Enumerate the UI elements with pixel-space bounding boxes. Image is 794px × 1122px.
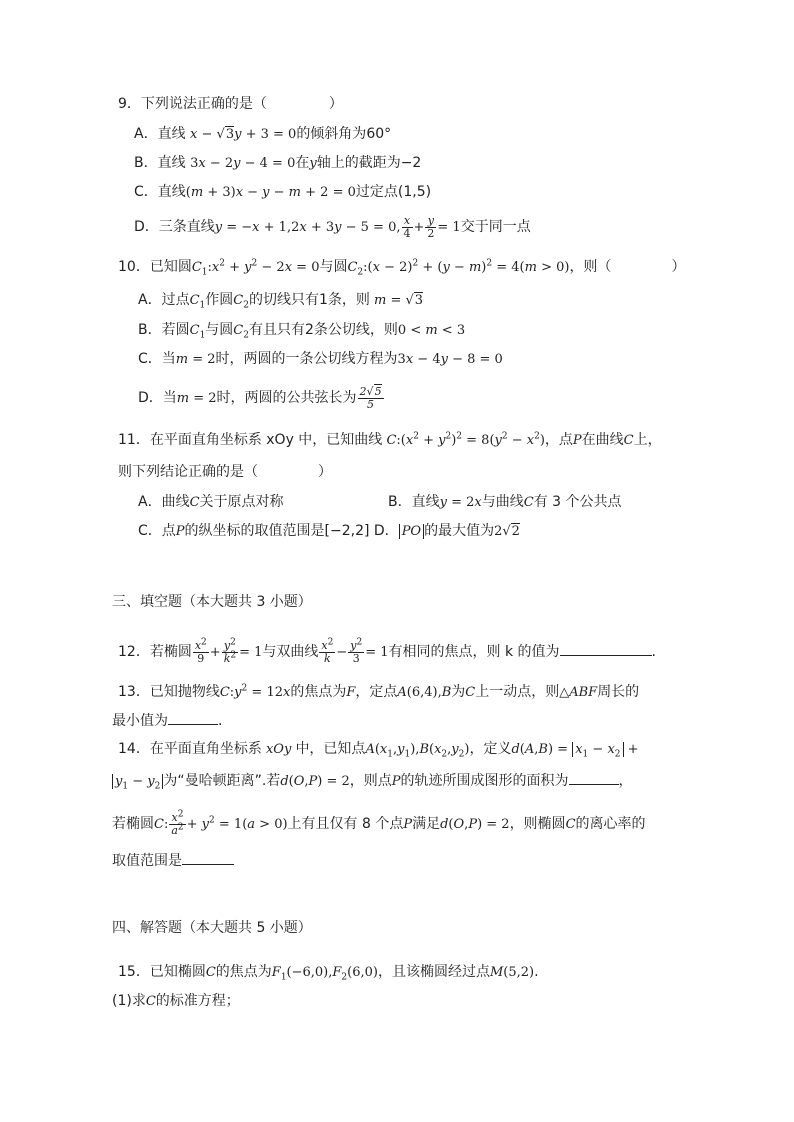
q9-c-math: (m + 3)x − y − m + 2 = 0	[185, 185, 356, 200]
q10-d-text: 时，两圆的公共弦长为	[216, 390, 357, 406]
q12-frac-x9: $\frac{x^2}{9}$	[194, 636, 207, 665]
q15-p1b: 的标准方程；	[155, 993, 240, 1009]
q10-tail: ，则（	[569, 259, 612, 275]
q14-line3: 若椭圆C: $\frac{x^2}{a^2}$ + $y^2 = 1(a > 0)$上有且仅有 8 个点P满足d(O,P) = 2，则椭圆C的离心率的	[112, 808, 646, 837]
q12-stem-text: 12．若椭圆	[118, 644, 192, 660]
q10-c2: $C_2:(x - 2)^2 + (y - m)^2 = 4(m > 0)$	[347, 258, 570, 278]
q9-b-text: 在	[295, 155, 310, 171]
q15-t1: 的焦点为	[215, 964, 272, 980]
q13-t1: 的焦点为	[290, 684, 347, 700]
q9-b-text2: 轴上的截距为	[316, 155, 401, 171]
q10-option-d: D．当m = 2时，两圆的公共弦长为 $\frac{2√5}{5}$	[138, 384, 382, 411]
q15-end: .	[534, 964, 539, 980]
q14-line1: 14．在平面直角坐标系 xOy 中，已知点$A(x_1,y_1),B(x_2,y_2)$，定义$d(A,B) = x_1 - x_2$ +	[118, 741, 639, 760]
q13-t5: 周长的	[597, 684, 640, 700]
q10-a-math: m = √3	[369, 293, 424, 308]
q11-option-a: A．曲线C关于原点对称	[138, 494, 284, 510]
q14-frac-xa: $\frac{x^2}{a^2}$	[171, 808, 184, 837]
q14-line2c: 的轨迹所围成图形的面积为	[400, 773, 569, 789]
q14-line2b: ，则点	[349, 773, 392, 789]
q14-stem-text: 14．在平面直角坐标系	[118, 741, 262, 757]
q9-d-math: y = −x + 1,2x + 3y − 5 = 0,	[214, 220, 401, 235]
section-4-title: 四、解答题（本大题共 5 小题）	[112, 920, 312, 936]
q14-line3d: ，则椭圆	[509, 816, 566, 832]
q10-c-text: 时，两圆的一条公切线方程为	[215, 351, 398, 367]
q13-end: .	[218, 713, 223, 729]
q15-p1a: (1)求	[112, 993, 146, 1009]
q9-b-label: B．直线	[134, 155, 186, 171]
q13-answer-blank[interactable]	[168, 710, 218, 725]
q10-c-label: C．当	[138, 351, 176, 367]
q15-t2: ，且该椭圆经过点	[377, 964, 490, 980]
q10-b-label: B．若圆	[138, 322, 190, 338]
q11-curve: $C:(x^2 + y^2)^2 = 8(y^2 - x^2)$	[382, 431, 545, 448]
q10-stem-text: 10．已知圆	[118, 259, 192, 275]
q12-frac-y3: $\frac{y^2}{3}$	[350, 636, 363, 665]
q9-c-point: (1,5)	[397, 184, 432, 200]
q10-a-text1: 作圆	[205, 292, 234, 308]
q14-t1: 中，已知点	[295, 741, 366, 757]
q11-a-label: A．曲线	[138, 494, 190, 510]
q11-b-text1: 与曲线	[481, 494, 524, 510]
q14-line4-text: 取值范围是	[112, 853, 182, 869]
q11-c-text: 的纵坐标的取值范围是	[184, 523, 325, 539]
q15-stem: 15．已知椭圆C的焦点为$F_1(-6,0),F_2(6,0)$，且该椭圆经过点M(5,2).	[118, 964, 539, 983]
q9-a-value: 60°	[366, 126, 392, 142]
q9-c-label: C．直线	[134, 184, 186, 200]
q13-t2: ，定点	[355, 684, 398, 700]
q9-close: ）	[328, 96, 343, 112]
q14-abs-y: $y_1 - y_2$	[112, 774, 163, 789]
q12-tail: 有相同的焦点，则 k 的值为	[388, 644, 560, 660]
q15-part1: (1)求C的标准方程；	[112, 993, 240, 1009]
q13-line2	[112, 710, 222, 731]
q11-option-c: C．点P的纵坐标的取值范围是[−2,2] D． PO 的最大值为2√2	[138, 523, 520, 539]
q11-b-label: B．直线	[388, 494, 440, 510]
q9-d-text: 交于同一点	[460, 219, 531, 235]
q9-option-c	[134, 182, 431, 203]
q11-tail3: 上，	[633, 432, 662, 448]
q14-t2: ，定义	[469, 741, 512, 757]
q9-d-frac-y2: $\frac{y}{2}$	[427, 213, 435, 240]
q10-close: ）	[671, 259, 686, 275]
q10-d-label: D．当	[138, 390, 177, 406]
q11-c-label: C．点	[138, 523, 176, 539]
q11-line2	[118, 462, 332, 482]
q11-close: ）	[318, 464, 332, 480]
q13-t4: 上一动点，则	[475, 684, 560, 700]
q11-c-range: [−2,2]	[324, 523, 370, 539]
q12-answer-blank[interactable]	[560, 641, 652, 656]
q9-d-frac-x4: $\frac{x}{4}$	[403, 213, 411, 240]
q9-d-label: D．三条直线	[134, 219, 215, 235]
q9-b-y: y	[309, 156, 317, 171]
q14-line4	[112, 850, 234, 871]
q11-b-text2: 有 3 个公共点	[533, 494, 622, 510]
q11-d-value: 2√2	[494, 524, 520, 539]
q11-tail2: 在曲线	[581, 432, 624, 448]
q10-stem	[118, 257, 685, 278]
q9-stem	[118, 94, 343, 114]
q12-frac-xk: $\frac{x^2}{k}$	[321, 636, 334, 665]
q9-b-math: 3x − 2y − 4 = 0	[190, 156, 296, 171]
q14-ecc-blank[interactable]	[182, 850, 234, 865]
q12-frac-yk: $\frac{y^2}{k^2}$	[223, 636, 237, 665]
q10-b-math: 0 < m < 3	[397, 323, 466, 338]
q10-a-text2: 的切线只有1条，则	[248, 292, 370, 308]
q9-b-value: −2	[400, 155, 422, 171]
q10-c-math: 3x − 4y − 8 = 0	[397, 352, 503, 367]
q11-d-text: 的最大值为	[424, 523, 495, 539]
q9-option-d: D．三条直线y = −x + 1,2x + 3y − 5 = 0, $\frac{x}{4}$ + $\frac{y}{2}$ = 1交于同一点	[134, 213, 531, 240]
q9-c-text: 过定点	[355, 184, 398, 200]
q9-a-text: 的倾斜角为	[296, 126, 367, 142]
q10-b-text1: 与圆	[205, 322, 234, 338]
q9-option-b	[134, 153, 421, 174]
q13-t3: 为	[451, 684, 466, 700]
q9-a-label: A．直线	[134, 126, 186, 142]
q10-c1: $C_1:x^2 + y^2 - 2x = 0$	[191, 258, 320, 278]
q10-b-text2: 有且只有2条公切线，则	[248, 322, 398, 338]
q10-option-c: C．当m = 2时，两圆的一条公切线方程为3x − 4y − 8 = 0	[138, 351, 503, 367]
q14-line2: $y_1 - y_2$ 为“曼哈顿距离”.若d(O,P) = 2，则点P的轨迹所围成图形的面积为 ，	[112, 770, 633, 792]
q11-stem-text: 11．在平面直角坐标系 xOy 中，已知曲线	[118, 432, 383, 448]
q14-area-blank[interactable]	[569, 770, 619, 785]
q12-mid: 与双曲线	[262, 644, 319, 660]
q10-a-label: A．过点	[138, 292, 190, 308]
q12-end: .	[651, 644, 656, 660]
q12: 12．若椭圆 $\frac{x^2}{9}$ + $\frac{y^2}{k^2}$ = 1与双曲线 $\frac{x^2}{k}$ − $\frac{y^2}{3}$ = 1有相同的焦点，则 k 的值为 .	[118, 636, 656, 665]
q11-tail1: ，点	[544, 432, 573, 448]
section-3-title: 三、填空题（本大题共 3 小题）	[112, 594, 312, 610]
q11-d-label: D．	[373, 523, 399, 539]
q10-d-frac: $\frac{2√5}{5}$	[359, 384, 382, 411]
q11-option-b: B．直线y = 2x与曲线C有 3 个公共点	[388, 494, 622, 510]
q10-option-b: B．若圆$C_1$与圆$C_2$有且只有2条公切线，则0 < m < 3	[138, 322, 466, 341]
q14-line3b: 上有且仅有 8 个点	[287, 816, 404, 832]
q9-a-math: x − √3y + 3 = 0	[190, 127, 297, 142]
q13-stem-text: 13．已知抛物线	[118, 684, 220, 700]
q11-stem: 11．在平面直角坐标系 xOy 中，已知曲线 $C:(x^2 + y^2)^2 = 8(y^2 - x^2)$，点P在曲线C上，	[118, 431, 662, 448]
q14-line3c: 满足	[412, 816, 441, 832]
q10-mid: 与圆	[319, 259, 348, 275]
q13-line1: 13．已知抛物线$C:y^2 = 12x$的焦点为F，定点A(6,4),B为C上一动点，则△ABF周长的	[118, 683, 640, 700]
q11-line2-text: 则下列结论正确的是（	[118, 464, 258, 480]
q14-line2d: ，	[618, 773, 633, 789]
q14-line2a: 为“曼哈顿距离”.若	[163, 773, 281, 789]
q11-d-abs: PO	[399, 524, 424, 539]
q9-option-a	[134, 124, 391, 145]
q9-stem-text: 9．下列说法正确的是（	[118, 96, 267, 112]
q14-line3a: 若椭圆	[112, 816, 154, 832]
q14-line3e: 的离心率的	[575, 816, 646, 832]
q11-a-text: 关于原点对称	[199, 494, 284, 510]
q15-stem-text: 15．已知椭圆	[118, 964, 206, 980]
q13-line2-text: 最小值为	[112, 713, 168, 729]
q10-option-a: A．过点$C_1$作圆$C_2$的切线只有1条，则 m = √3	[138, 292, 424, 311]
